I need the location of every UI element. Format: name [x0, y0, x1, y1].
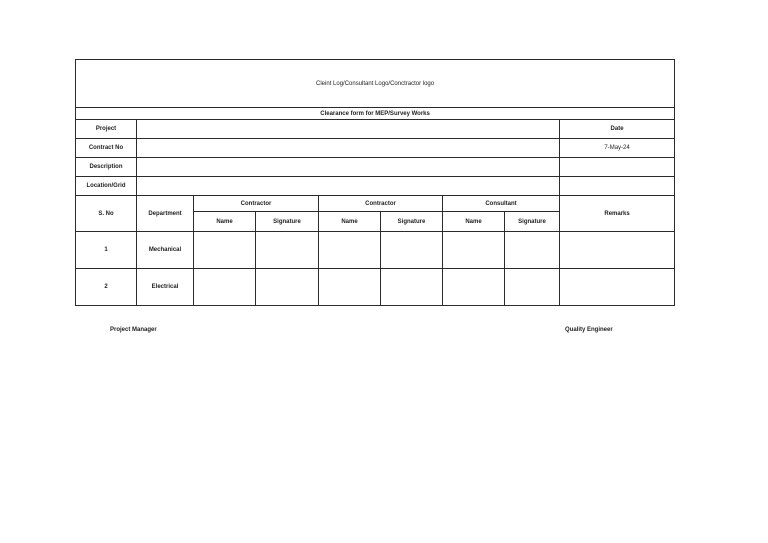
description-field[interactable] [137, 158, 560, 177]
project-label: Project [76, 120, 137, 139]
description-extra-cell[interactable] [560, 158, 675, 177]
row-sno: 2 [76, 269, 137, 306]
date-value[interactable]: 7-May-24 [560, 139, 675, 158]
remarks-cell[interactable] [560, 269, 675, 306]
form-title: Clearance form for MEP/Survey Works [76, 108, 675, 120]
signature-header: Signature [256, 212, 319, 232]
department-header: Department [137, 196, 194, 232]
contractor1-signature-cell[interactable] [256, 269, 319, 306]
sno-header: S. No [76, 196, 137, 232]
table-row [76, 269, 675, 306]
consultant-header: Consultant [443, 196, 560, 212]
consultant-signature-cell[interactable] [505, 232, 560, 269]
location-label: Location/Grid [76, 177, 137, 196]
signature-header: Signature [381, 212, 443, 232]
contractor-header-2: Contractor [319, 196, 443, 212]
quality-engineer-label: Quality Engineer [565, 327, 613, 333]
consultant-signature-cell[interactable] [505, 269, 560, 306]
consultant-name-cell[interactable] [443, 232, 505, 269]
contract-no-field[interactable] [137, 139, 560, 158]
row-department: Electrical [137, 269, 194, 306]
project-field[interactable] [137, 120, 560, 139]
project-manager-label: Project Manager [110, 327, 157, 333]
signature-header: Signature [505, 212, 560, 232]
date-label: Date [560, 120, 675, 139]
contractor-header-1: Contractor [194, 196, 319, 212]
contractor2-name-cell[interactable] [319, 269, 381, 306]
remarks-cell[interactable] [560, 232, 675, 269]
name-header: Name [194, 212, 256, 232]
remarks-header: Remarks [560, 196, 675, 232]
contractor1-name-cell[interactable] [194, 269, 256, 306]
location-extra-cell[interactable] [560, 177, 675, 196]
contractor1-signature-cell[interactable] [256, 232, 319, 269]
consultant-name-cell[interactable] [443, 269, 505, 306]
contractor1-name-cell[interactable] [194, 232, 256, 269]
description-label: Description [76, 158, 137, 177]
table-row [76, 232, 675, 269]
contract-no-label: Contract No [76, 139, 137, 158]
row-sno: 1 [76, 232, 137, 269]
clearance-form-table [75, 59, 675, 306]
name-header: Name [319, 212, 381, 232]
name-header: Name [443, 212, 505, 232]
contractor2-signature-cell[interactable] [381, 232, 443, 269]
contractor2-signature-cell[interactable] [381, 269, 443, 306]
location-field[interactable] [137, 177, 560, 196]
row-department: Mechanical [137, 232, 194, 269]
contractor2-name-cell[interactable] [319, 232, 381, 269]
logo-placeholder: Cleint Log/Consultant Logo/Conctractor logo [76, 60, 675, 108]
